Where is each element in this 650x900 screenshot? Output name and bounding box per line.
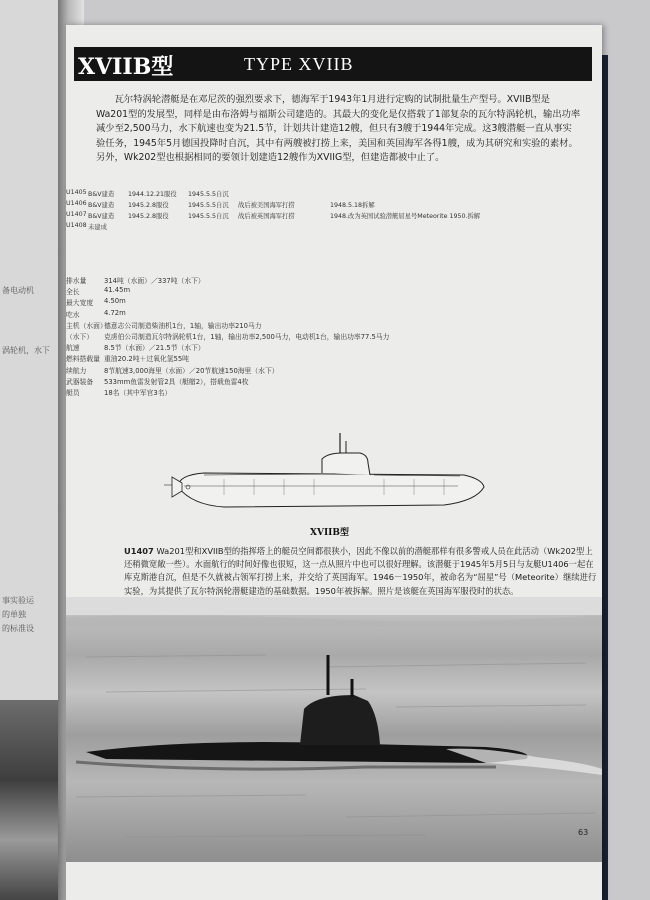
spec-row [66, 331, 586, 342]
title-english: TYPE XVIIB [244, 54, 354, 74]
title-chinese: XVIIB型 [78, 54, 174, 80]
spec-label: 航速 [66, 344, 80, 353]
left-page-photo [0, 700, 62, 900]
status-row [66, 211, 596, 222]
status-cell: U1407 [66, 211, 87, 218]
boat-status-table [66, 189, 596, 233]
status-cell: 战后被美国海军打捞 [238, 202, 295, 209]
spec-label: 主机（水面） [66, 321, 107, 330]
page-header [74, 47, 592, 81]
status-cell: B&V建造 [88, 202, 115, 209]
spec-label: 续航力 [66, 366, 87, 375]
status-cell: 1944.12.21服役 [128, 191, 177, 198]
spec-row [66, 353, 586, 364]
status-cell: U1406 [66, 200, 87, 207]
spec-value: 4.50m [104, 297, 126, 306]
spec-row [66, 297, 586, 308]
intro-paragraph: 瓦尔特涡轮潜艇是在邓尼茨的强烈要求下，德海军于1943年1月进行定购的试制批量生产型号。XVIIB型是Wa201型的发展型，同样是由布洛姆与福斯公司建造的。其最大的变化是仅搭载了1部复杂的瓦尔特涡轮机，输出功率减少至2,500马力，水下航速也变为21.5节，计划共计建造12艘，但只有3艘于1944年完成。这3艘潜艇一直从事实验任务，1945年5月德国投降时自沉，其中有两艘被打捞上来，美国和英国海军各得1艘，成为其研究和实验的素材。另外，Wk202型也根据相同的要领计划建造12艘作为XVIIG型，但建造都被中止了。 [96, 94, 581, 163]
caption-text: Wa201型和XVIIB型的指挥塔上的艇员空间都很狭小，因此不像以前的潜艇那样有很多警戒人员在此活动（Wk202型上还稍微宽敞一些）。水面航行的时间好像也很短，这一点从照片中也可以很好理解。该潜艇于1945年5月5日与友艇U1406一起在库克斯港自沉，但是不久就被占领军打捞上来，并交给了英国海军。1946－1950年，被命名为“屈星”号（Meteorite）继续进行实验，为其提供了瓦尔特涡轮潜艇建造的基础数据。1950年被拆解。照片是该艇在英国海军服役时的状态。 [124, 546, 597, 596]
status-cell: B&V建造 [88, 191, 115, 198]
spec-row [66, 365, 586, 376]
spec-row [66, 342, 586, 353]
spec-label: 武器装备 [66, 377, 94, 386]
left-page-text: 的标准设 [2, 624, 34, 633]
spec-value: 18名（其中军官3名） [104, 388, 172, 397]
left-page-text: 备电动机 [2, 286, 34, 295]
spec-label: 排水量 [66, 277, 87, 285]
status-cell: 1945.2.8服役 [128, 202, 169, 209]
status-cell: 1948.5.18拆解 [330, 202, 375, 209]
spec-label: 艇员 [66, 388, 80, 397]
status-cell: 1945.5.5自沉 [188, 191, 229, 198]
status-cell: U1408 [66, 222, 87, 229]
spec-row [66, 387, 586, 398]
status-cell: 战后被英国海军打捞 [238, 213, 295, 220]
spec-value: 8.5节（水面）／21.5节（水下） [104, 344, 205, 353]
spec-value: 41.45m [104, 286, 131, 295]
left-page-text: 事实验运 [2, 596, 34, 605]
spec-value: 533mm鱼雷发射管2具（艇艏2），搭载鱼雷4枚 [104, 377, 249, 386]
photo-caption [124, 545, 599, 598]
submarine-photo [66, 597, 602, 862]
status-cell: 1948.改为英国试验潜艇屈星号Meteorite 1950.拆解 [330, 213, 481, 220]
spec-label: 全长 [66, 288, 80, 297]
status-cell: U1405 [66, 189, 87, 196]
status-cell: 1945.2.8服役 [128, 213, 169, 220]
status-cell: 未建成 [88, 224, 107, 231]
spec-label: 燃料搭载量 [66, 355, 100, 364]
status-cell: 1945.5.5自沉 [188, 202, 229, 209]
left-page-text: 的单独 [2, 610, 26, 619]
spec-row [66, 320, 586, 331]
spec-row [66, 275, 586, 286]
spec-value: 克虏伯公司制造瓦尔特涡轮机1台，1轴，输出功率2,500马力，电动机1台，输出功率77.5马力 [104, 332, 390, 341]
status-cell: 1945.5.5自沉 [188, 213, 229, 220]
left-page-text: 涡轮机，水下 [2, 346, 50, 355]
spec-row [66, 286, 586, 297]
spec-label: （水下） [66, 332, 94, 341]
spec-value: 德意志公司制造柴油机1台，1轴，输出功率210马力 [104, 321, 262, 330]
page-number: 63 [578, 828, 589, 837]
spec-value: 8节航速3,000海里（水面）／20节航速150海里（水下） [104, 366, 279, 375]
status-row [66, 200, 596, 211]
spec-value: 314吨（水面）／337吨（水下） [104, 277, 205, 285]
status-row [66, 189, 596, 200]
status-row [66, 222, 596, 233]
drawing-label: XVIIB型 [310, 528, 349, 538]
photo-scene [66, 597, 602, 862]
spec-label: 最大宽度 [66, 299, 94, 308]
spec-row [66, 376, 586, 387]
spec-value: 4.72m [104, 308, 126, 317]
caption-boat-id: U1407 [124, 546, 154, 556]
spec-label: 吃水 [66, 310, 80, 319]
spec-row [66, 309, 586, 320]
book-page [66, 25, 602, 900]
specifications-table [66, 275, 586, 398]
status-cell: B&V建造 [88, 213, 115, 220]
spec-value: 重油20.2吨＋过氧化氢55吨 [104, 355, 189, 364]
